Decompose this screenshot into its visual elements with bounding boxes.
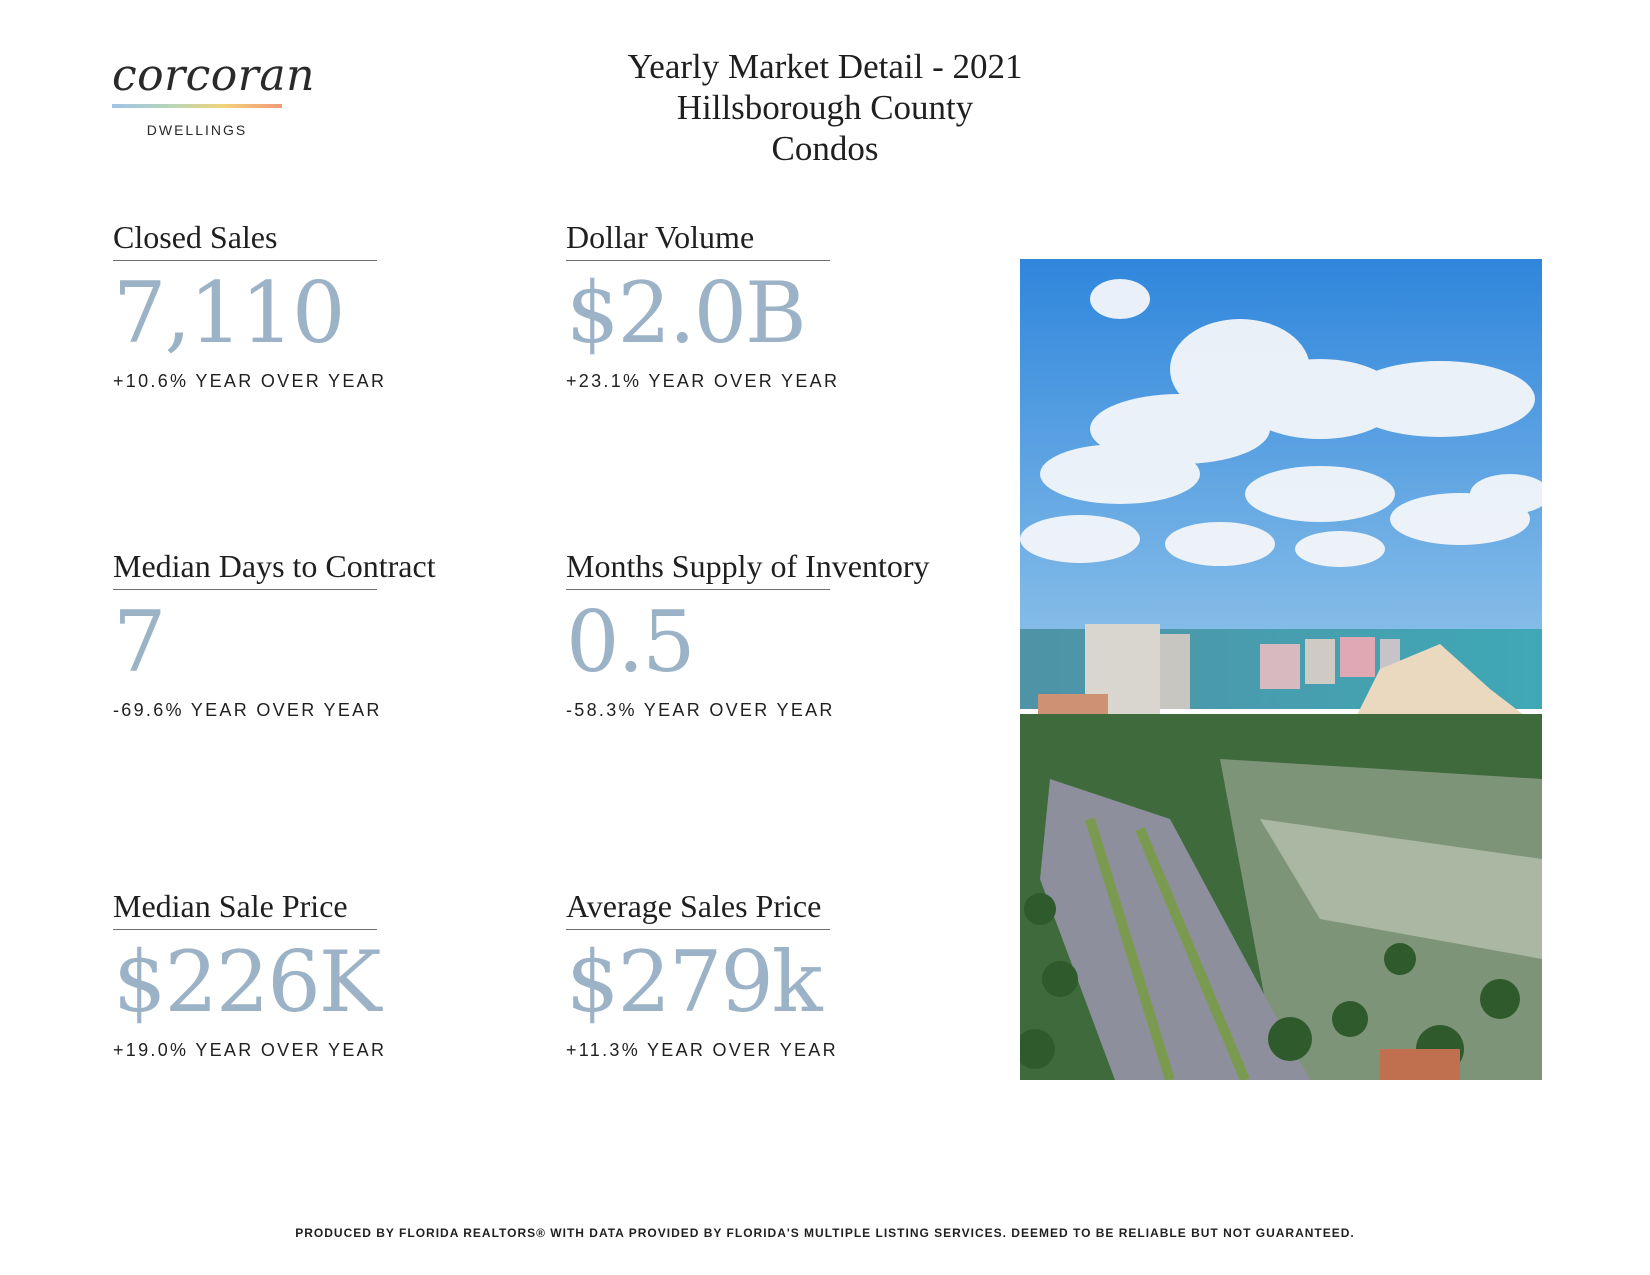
brand-wordmark: corcoran [112,50,315,101]
metric-closed-sales [113,219,513,392]
metric-value: $2.0B [566,264,805,362]
footer-disclaimer: PRODUCED BY FLORIDA REALTORS® WITH DATA PROVIDED BY FLORIDA'S MULTIPLE LISTING SERVICES. DEEMED TO BE RELIABLE BUT NOT GUARANTEED. [295,1226,1355,1240]
metric-change: -69.6% YEAR OVER YEAR [113,700,382,720]
metric-value: 7 [113,593,165,691]
title-line-2: Hillsborough County [676,88,974,127]
metric-label: Median Days to Contract [113,548,436,584]
metric-median-days-to-contract [113,548,513,721]
metric-label: Months Supply of Inventory [566,548,930,584]
brand-gradient-bar [112,104,282,108]
metric-change: +10.6% YEAR OVER YEAR [113,371,387,391]
title-line-1: Yearly Market Detail - 2021 [627,47,1023,86]
brand-logo [112,50,315,138]
metric-divider [566,589,830,590]
metric-divider [113,260,377,261]
metric-label: Closed Sales [113,219,278,255]
metric-average-sales-price [566,888,966,1061]
aerial-beach-photo [1020,259,1542,1080]
metric-divider [566,929,830,930]
metric-value: $279k [566,933,821,1031]
metric-value: $226K [113,933,380,1031]
metric-dollar-volume [566,219,966,392]
metric-change: -58.3% YEAR OVER YEAR [566,700,835,720]
metric-divider [113,929,377,930]
brand-subtitle: DWELLINGS [146,122,248,138]
metric-change: +23.1% YEAR OVER YEAR [566,371,840,391]
metric-divider [113,589,377,590]
metric-label: Dollar Volume [566,219,755,255]
metric-change: +19.0% YEAR OVER YEAR [113,1040,387,1060]
report-title [525,46,1125,169]
metric-label: Average Sales Price [566,888,822,924]
metric-median-sale-price [113,888,513,1061]
metric-value: 7,110 [113,264,344,362]
metric-value: 0.5 [566,593,694,691]
metric-change: +11.3% YEAR OVER YEAR [566,1040,838,1060]
metric-months-supply [566,548,966,721]
metric-divider [566,260,830,261]
metric-label: Median Sale Price [113,888,348,924]
title-line-3: Condos [771,129,879,168]
